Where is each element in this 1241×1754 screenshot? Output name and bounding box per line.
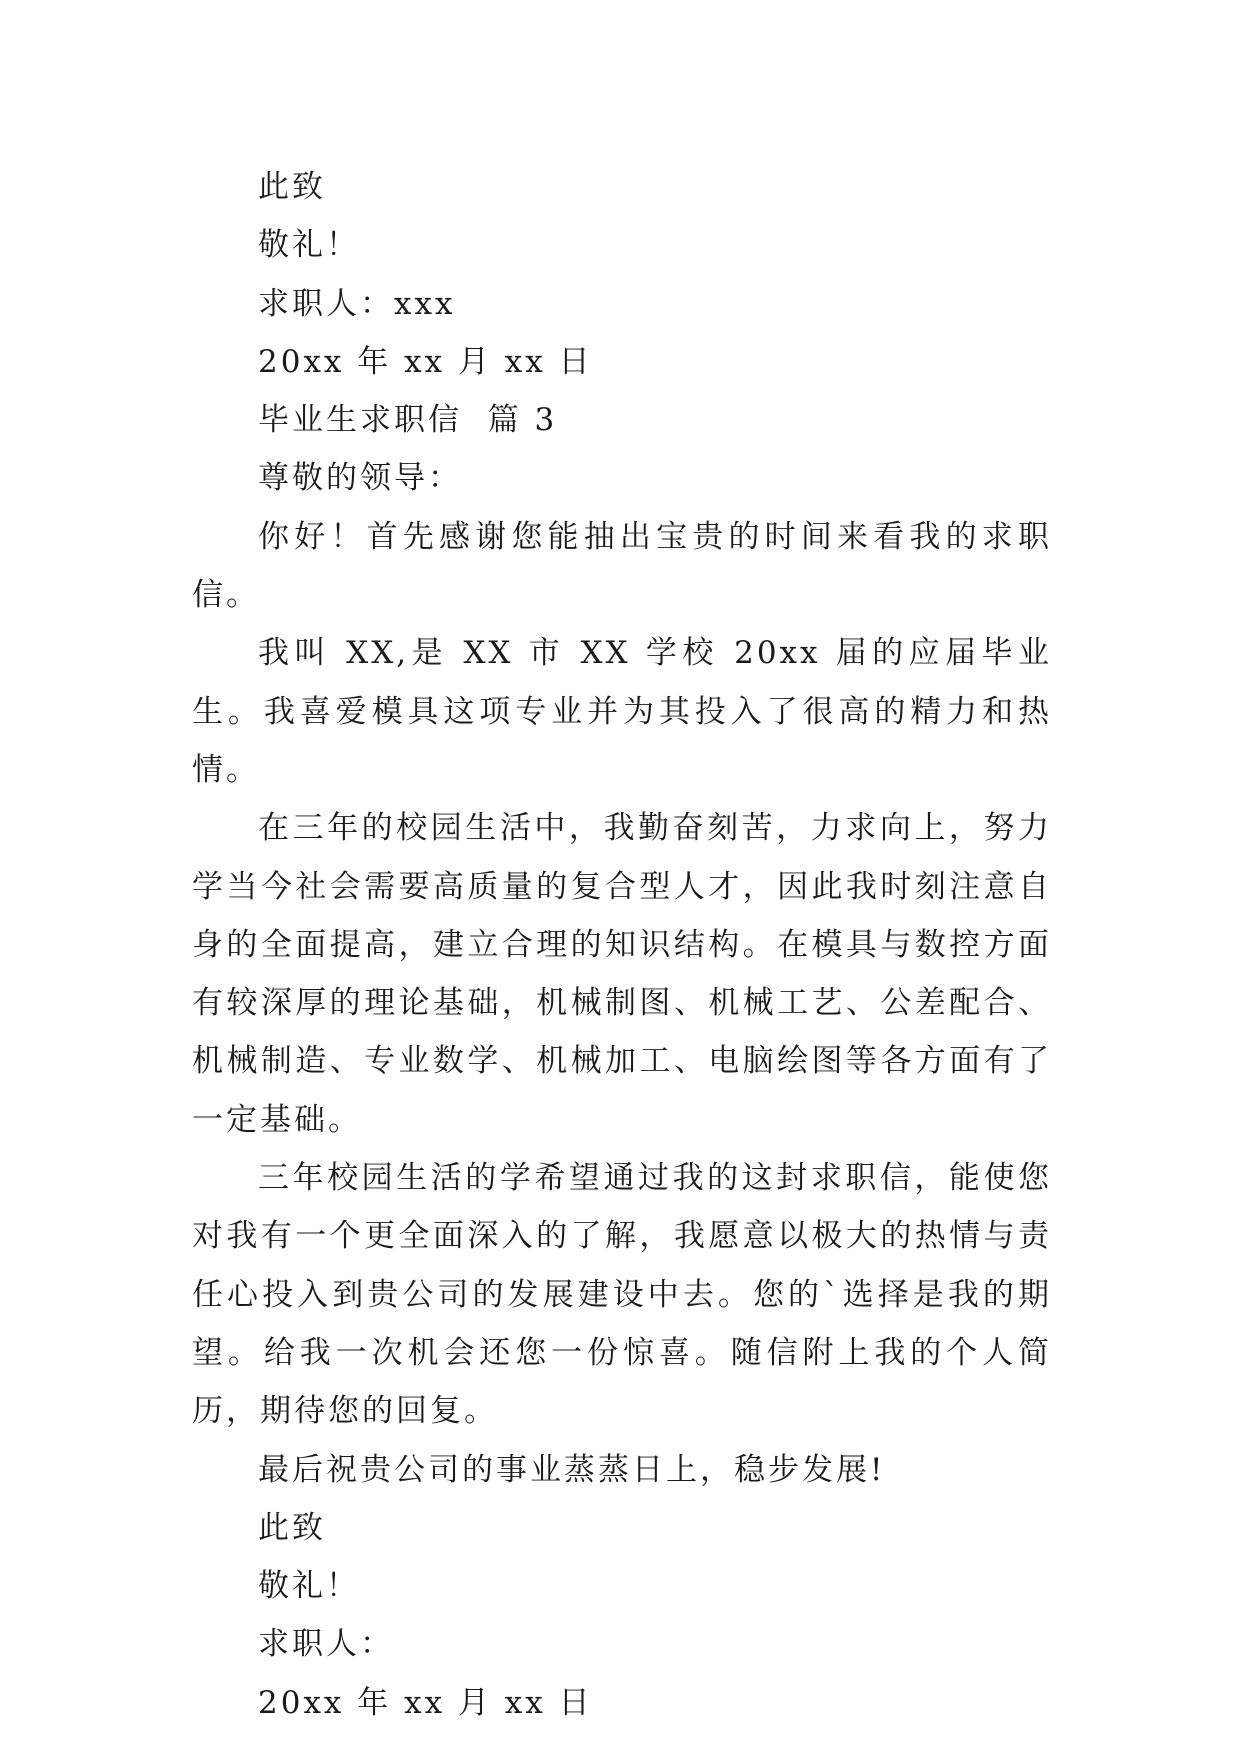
closing-salutation-2: 此致 (258, 1509, 326, 1546)
paragraph-hope: 三年校园生活的学希望通过我的这封求职信，能使您对我有一个更全面深入的了解，我愿意以极大的热情与责任心投入到贵公司的发展建设中去。您的`选择是我的期望。给我一次机会还您一份惊喜。随信附上我的个人简历，期待您的回复。 (192, 1160, 1052, 1430)
signature-date: 20xx 年 xx 月 xx 日 (258, 343, 593, 380)
paragraph-self-intro: 我叫 XX,是 XX 市 XX 学校 20xx 届的应届毕业生。我喜爱模具这项专业并为其投入了很高的精力和热情。 (192, 635, 1052, 788)
closing-salutation: 此致 (258, 169, 326, 205)
greeting: 尊敬的领导： (258, 460, 462, 497)
signature-date-2: 20xx 年 xx 月 xx 日 (258, 1684, 593, 1721)
closing-regards-2: 敬礼！ (258, 1568, 360, 1605)
section-heading: 毕业生求职信 篇 3 (258, 402, 558, 439)
letter-body (192, 158, 1052, 1732)
signature-applicant-2: 求职人： (258, 1626, 394, 1663)
paragraph-school-life: 在三年的校园生活中，我勤奋刻苦，力求向上，努力学当今社会需要高质量的复合型人才，因此我时刻注意自身的全面提高，建立合理的知识结构。在模具与数控方面有较深厚的理论基础，机械制图、机械工艺、公差配合、机械制造、专业数学、机械加工、电脑绘图等各方面有了一定基础。 (192, 810, 1052, 1138)
paragraph-intro: 你好！首先感谢您能抽出宝贵的时间来看我的求职信。 (192, 518, 1052, 614)
paragraph-wishes: 最后祝贵公司的事业蒸蒸日上，稳步发展! (258, 1451, 886, 1488)
closing-regards: 敬礼！ (258, 227, 360, 264)
signature-applicant: 求职人：xxx (258, 285, 456, 322)
